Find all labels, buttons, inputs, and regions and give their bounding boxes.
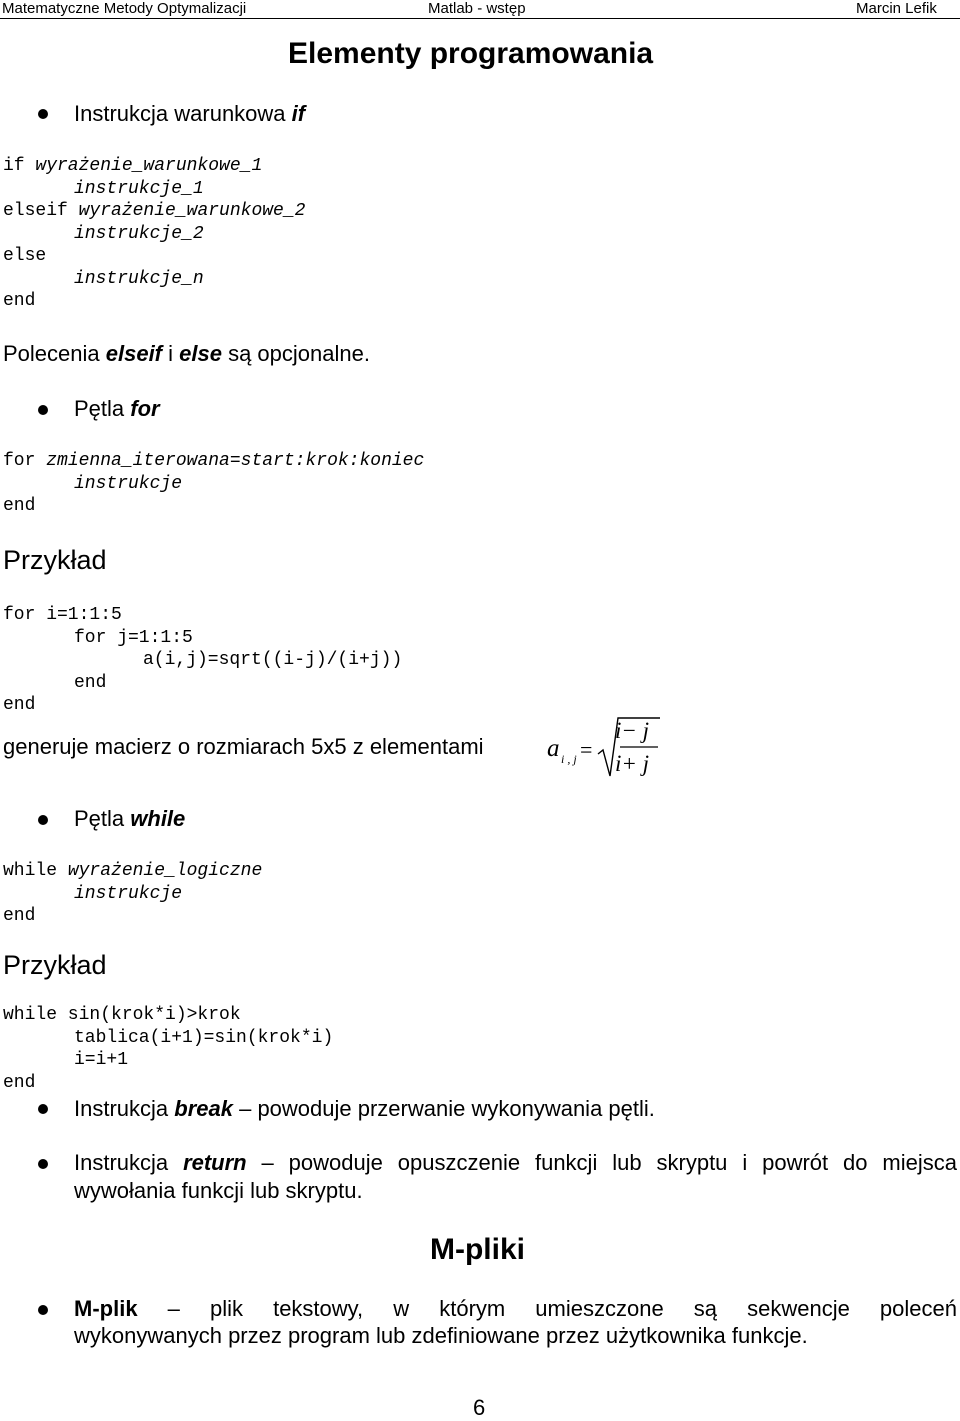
mplik-item-line2: wykonywanych przez program lub zdefiniowane przez użytkownika funkcje. <box>74 1323 808 1348</box>
header-right: Marcin Lefik <box>856 0 937 17</box>
formula-numerator: i− j <box>615 718 650 743</box>
page-number: 6 <box>473 1395 486 1420</box>
formula-lhs: a <box>547 735 560 762</box>
for-example-note: generuje macierz o rozmiarach 5x5 z elementami <box>3 734 484 759</box>
header-rule <box>0 18 960 19</box>
example-label: Przykład <box>3 545 107 575</box>
while-code-block: while wyrażenie_logiczne instrukcje end <box>3 861 263 926</box>
bullet-icon <box>38 1104 48 1114</box>
bullet-icon <box>38 405 48 415</box>
return-item-line2: wywołania funkcji lub skryptu. <box>74 1178 363 1203</box>
formula-denominator: i+ j <box>615 751 650 776</box>
formula-equals: = <box>580 737 593 762</box>
if-note: Polecenia elseif i else są opcjonalne. <box>3 341 370 366</box>
example-label: Przykład <box>3 950 107 980</box>
for-example-code: for i=1:1:5 for j=1:1:5 a(i,j)=sqrt((i-j)/(i+j)) end end <box>3 605 403 715</box>
bullet-icon <box>38 1159 48 1169</box>
for-heading: Pętla for <box>74 396 160 421</box>
bullet-icon <box>38 815 48 825</box>
header-left: Matematyczne Metody Optymalizacji <box>2 0 247 17</box>
bullet-icon <box>38 109 48 119</box>
break-item: Instrukcja break – powoduje przerwanie wykonywania pętli. <box>74 1096 655 1121</box>
header-center: Matlab - wstęp <box>428 0 526 17</box>
bullet-icon <box>38 1305 48 1315</box>
if-code-block: if wyrażenie_warunkowe_1 instrukcje_1 elseif wyrażenie_warunkowe_2 instrukcje_2 else instrukcje_n end <box>3 156 306 311</box>
section-title: M-pliki <box>430 1233 525 1266</box>
mplik-item-line1: M-plik – plik tekstowy, w którym umieszczone są sekwencje poleceń <box>74 1296 957 1321</box>
while-heading: Pętla while <box>74 806 186 831</box>
return-item-line1: Instrukcja return – powoduje opuszczenie funkcji lub skryptu i powrót do miejsca <box>74 1150 957 1175</box>
for-code-block: for zmienna_iterowana=start:krok:koniec instrukcje end <box>3 451 425 516</box>
formula-subscript: i , j <box>561 752 577 766</box>
if-heading: Instrukcja warunkowa if <box>74 101 306 126</box>
section-title: Elementy programowania <box>288 37 654 70</box>
while-example-code: while sin(krok*i)>krok tablica(i+1)=sin(krok*i) i=i+1 end <box>3 1005 334 1093</box>
